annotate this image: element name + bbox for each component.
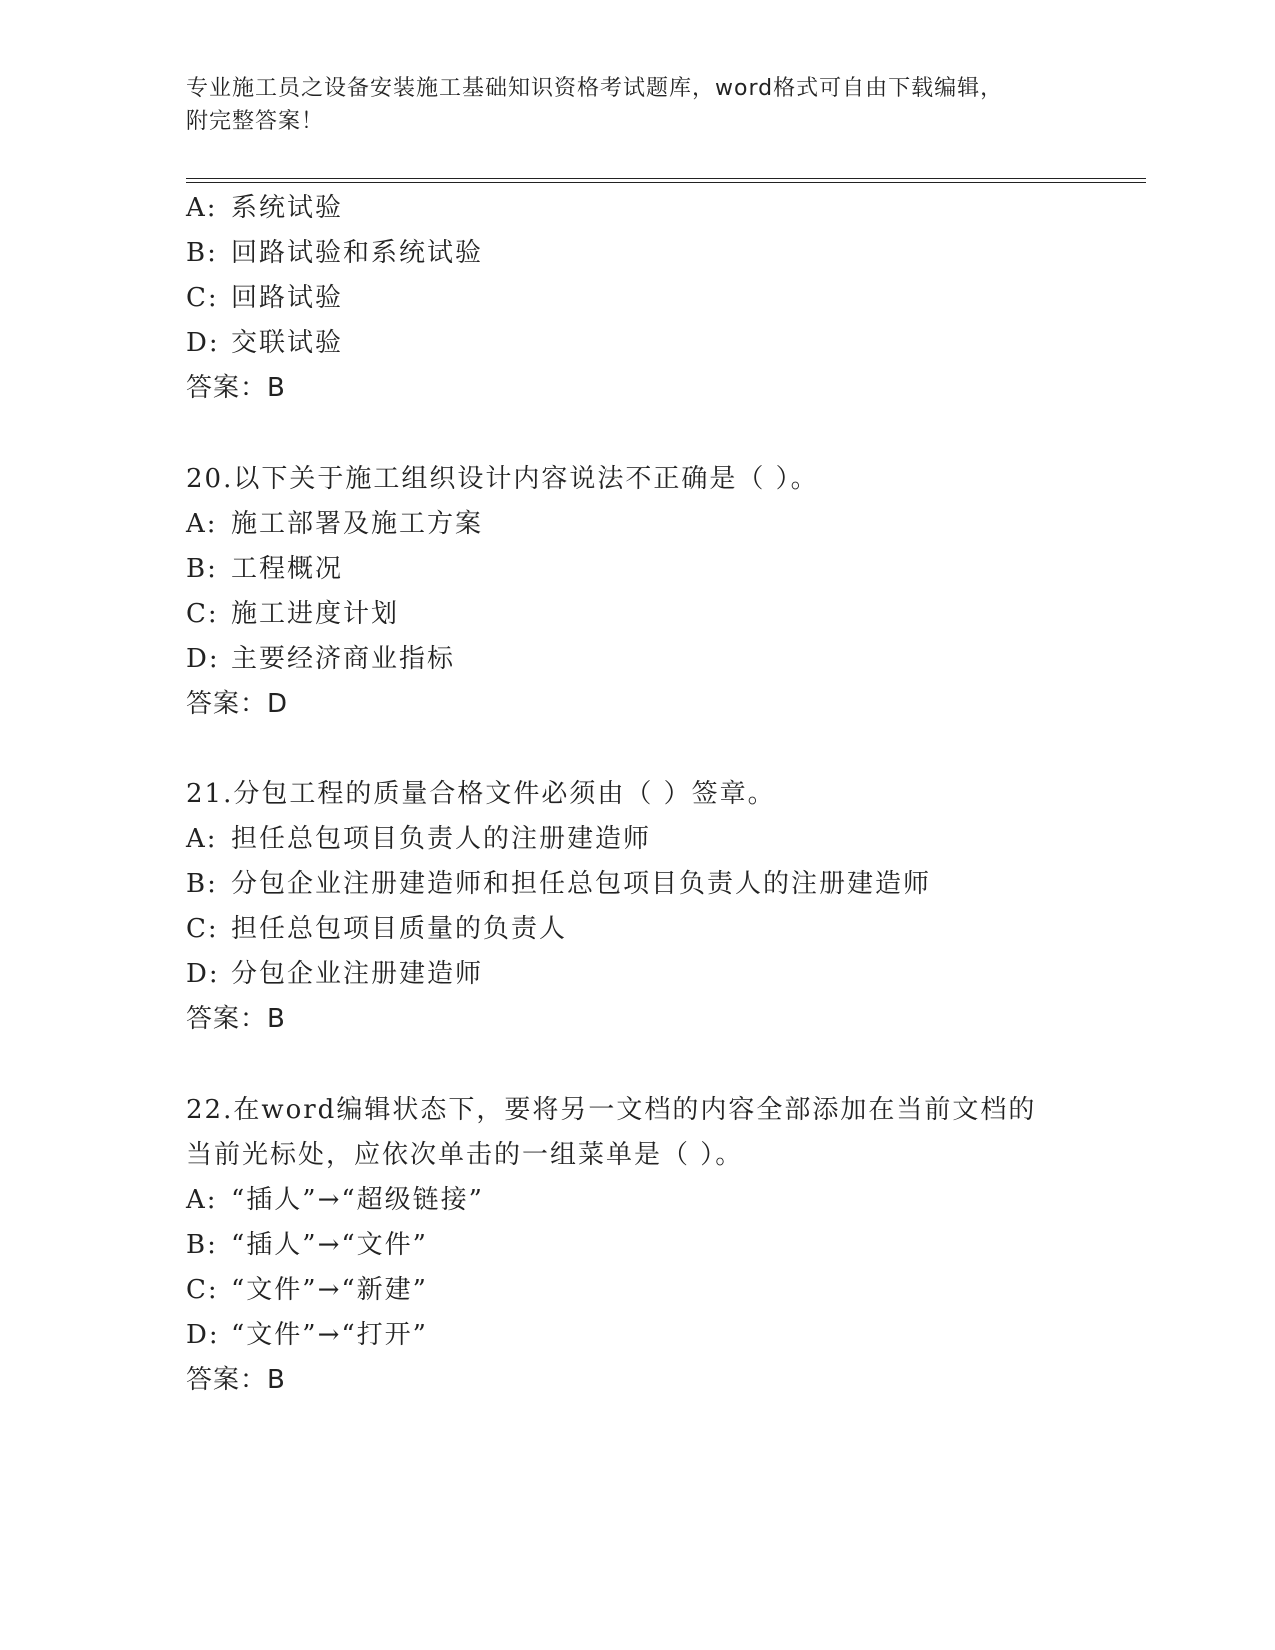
question-stem-continued: 当前光标处，应依次单击的一组菜单是（ ）。 [186,1140,744,1170]
answer-line: 答案：B [186,1004,286,1034]
header-divider-top [186,178,1146,179]
answer-line: 答案：B [186,1365,286,1395]
option-letter: C: [186,283,219,313]
option-b [186,1228,428,1262]
option-c [186,912,567,946]
option-b [186,867,931,901]
option-text: 分包企业注册建造师和担任总包项目负责人的注册建造师 [231,869,932,899]
option-a [186,507,483,541]
option-letter: D: [186,644,220,674]
option-text: 系统试验 [231,193,344,223]
option-text: 主要经济商业指标 [231,644,456,674]
option-letter: B: [186,554,218,584]
option-text: “文件”→“打开” [231,1320,428,1350]
question-stem: 22.在word编辑状态下，要将另一文档的内容全部添加在当前文档的 [186,1095,1037,1125]
option-letter: C: [186,914,219,944]
option-text: “插人”→“文件” [231,1230,428,1260]
option-text: 回路试验 [231,283,344,313]
option-d [186,957,483,991]
option-text: 交联试验 [231,328,344,358]
option-c [186,597,399,631]
answer-line: 答案：B [186,373,286,403]
option-b [186,236,483,270]
option-letter: B: [186,869,218,899]
option-letter: B: [186,238,218,268]
option-letter: A: [186,509,218,539]
option-text: “文件”→“新建” [231,1275,428,1305]
answer-line: 答案：D [186,689,289,719]
option-d [186,642,455,676]
question-stem: 21.分包工程的质量合格文件必须由（ ）签章。 [186,779,776,809]
option-a [186,822,651,856]
header-divider-bottom [186,182,1146,183]
option-text: 工程概况 [231,554,344,584]
option-text: 施工进度计划 [231,599,400,629]
option-letter: D: [186,959,220,989]
option-text: 施工部署及施工方案 [231,509,484,539]
page-header [186,72,1066,138]
option-text: 担任总包项目质量的负责人 [231,914,568,944]
option-letter: A: [186,1185,218,1215]
option-text: 分包企业注册建造师 [231,959,484,989]
header-line-1: 专业施工员之设备安装施工基础知识资格考试题库，word格式可自由下载编辑， [186,76,1004,101]
option-letter: D: [186,328,220,358]
option-d [186,326,343,360]
option-text: 担任总包项目负责人的注册建造师 [231,824,652,854]
option-a [186,191,343,225]
option-letter: C: [186,1275,219,1305]
option-letter: A: [186,824,218,854]
option-letter: C: [186,599,219,629]
option-d [186,1318,428,1352]
option-letter: B: [186,1230,218,1260]
header-line-2: 附完整答案！ [186,109,325,134]
option-c [186,281,343,315]
option-c [186,1273,428,1307]
question-stem: 20.以下关于施工组织设计内容说法不正确是（ ）。 [186,464,819,494]
option-letter: D: [186,1320,220,1350]
option-letter: A: [186,193,218,223]
option-text: “插人”→“超级链接” [231,1185,484,1215]
option-text: 回路试验和系统试验 [231,238,484,268]
option-b [186,552,343,586]
option-a [186,1183,484,1217]
